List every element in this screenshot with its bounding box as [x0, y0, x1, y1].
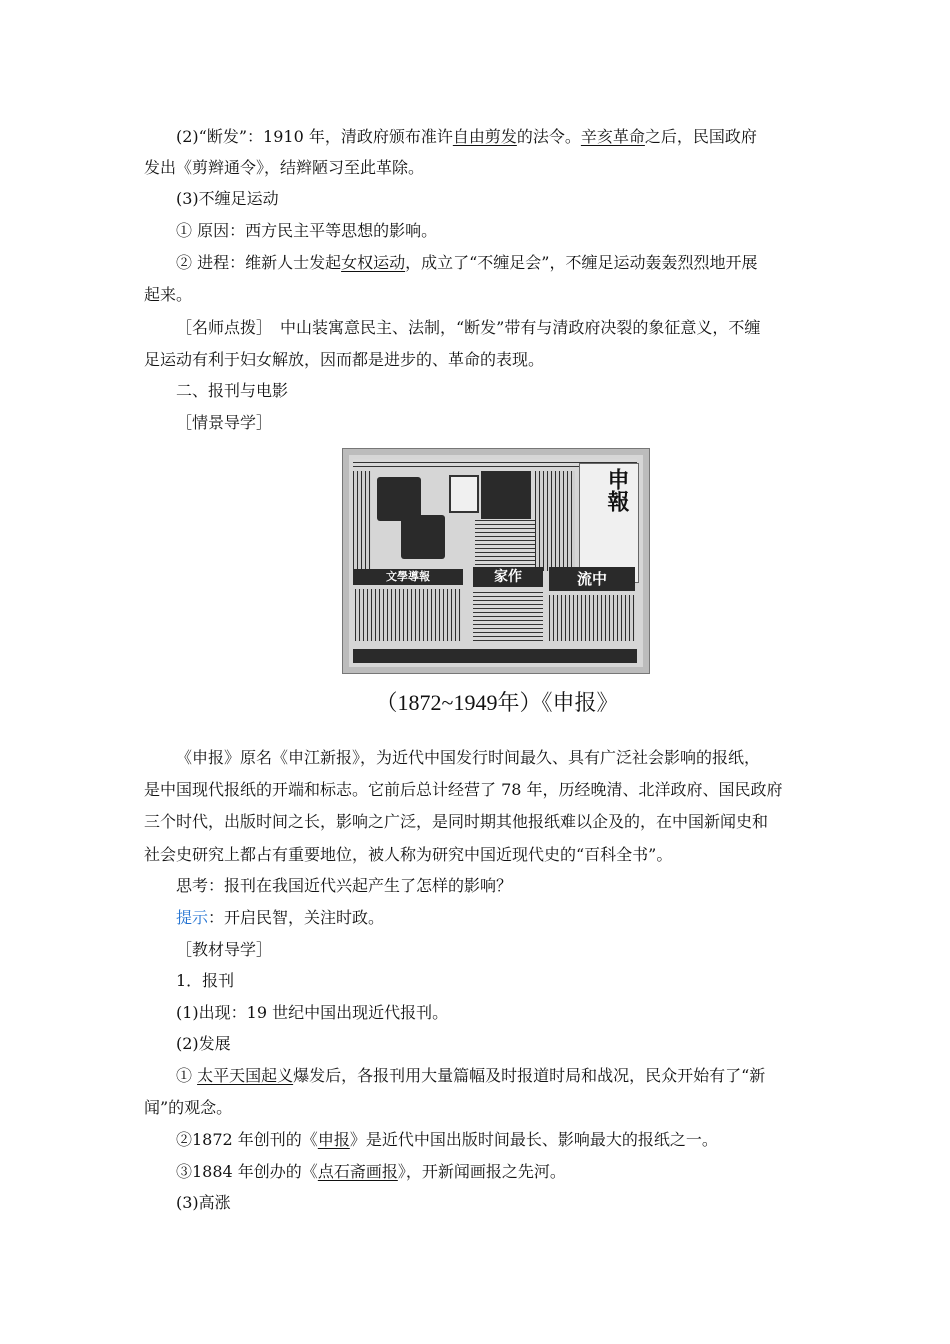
paragraph-duanfa-line1: (2)“断发”：1910 年，清政府颁布准许自由剪发的法令。辛亥革命之后，民国政府 — [176, 127, 757, 146]
figure-caption: （1872~1949年）《申报》 — [375, 690, 619, 715]
item-reason: ① 原因：西方民主平等思想的影响。 — [176, 221, 438, 240]
underlined-term: 女权运动 — [341, 253, 406, 272]
item-process-line2: 起来。 — [144, 285, 193, 304]
teacher-tip-line2: 足运动有利于妇女解放，因而都是进步的、革命的表现。 — [144, 350, 545, 369]
shenbao-intro-line1: 《申报》原名《申江新报》，为近代中国发行时间最久、具有广泛社会影响的报纸， — [176, 748, 761, 767]
textbook-guide-label: ［教材导学］ — [176, 940, 273, 959]
shenbao-newspaper-image — [342, 448, 650, 674]
underlined-term: 点石斋画报 — [317, 1162, 398, 1181]
shenbao-intro-line4: 社会史研究上都占有重要地位，被人称为研究中国近现代史的“百科全书”。 — [144, 845, 673, 864]
think-question: 思考：报刊在我国近代兴起产生了怎样的影响？ — [176, 876, 513, 895]
box-current-label: 流中 — [576, 570, 607, 588]
paragraph-duanfa-line2: 发出《剪辫通令》，结辫陋习至此革除。 — [144, 158, 425, 177]
item-taiping-line2: 闻”的观念。 — [144, 1098, 233, 1117]
underlined-term: 自由剪发 — [452, 127, 517, 146]
underlined-term: 辛亥革命 — [580, 127, 645, 146]
heading-buchanzu: (3)不缠足运动 — [176, 189, 279, 208]
item-dianshizhai: ③1884 年创办的《点石斋画报》，开新闻画报之先河。 — [176, 1162, 566, 1181]
box-writer-label: 家作 — [494, 569, 522, 585]
box-literature-label: 文學導報 — [386, 570, 430, 583]
item-shenbao-founded: ②1872 年创刊的《申报》是近代中国出版时间最长、影响最大的报纸之一。 — [176, 1130, 718, 1149]
item-development: (2)发展 — [176, 1034, 231, 1053]
hint-label: 提示 — [176, 908, 209, 927]
hint-line: 提示：开启民智，关注时政。 — [176, 908, 385, 927]
scene-guide-label: ［情景导学］ — [176, 413, 273, 432]
item-process-line1: ② 进程：维新人士发起女权运动，成立了“不缠足会”，不缠足运动轰轰烈烈地开展 — [176, 253, 758, 272]
masthead-title: 申報 — [604, 468, 630, 512]
section-heading-press-film: 二、报刊与电影 — [176, 381, 289, 400]
underlined-term: 太平天国起义 — [197, 1066, 294, 1085]
underlined-term: 申报 — [317, 1130, 350, 1149]
shenbao-intro-line3: 三个时代，出版时间之长，影响之广泛，是同时期其他报纸难以企及的，在中国新闻史和 — [144, 812, 769, 831]
item-taiping-line1: ① 太平天国起义爆发后，各报刊用大量篇幅及时报道时局和战况，民众开始有了“新 — [176, 1066, 766, 1085]
item-upsurge: (3)高涨 — [176, 1193, 231, 1212]
item-appearance: (1)出现：19 世纪中国出现近代报刊。 — [176, 1003, 449, 1022]
shenbao-intro-line2: 是中国现代报纸的开端和标志。它前后总计经营了 78 年，历经晚清、北洋政府、国民政府 — [144, 780, 783, 799]
heading-newspapers: 1．报刊 — [176, 971, 235, 990]
teacher-tip-line1: ［名师点拨］ 中山装寓意民主、法制，“断发”带有与清政府决裂的象征意义，不缠 — [176, 318, 761, 337]
